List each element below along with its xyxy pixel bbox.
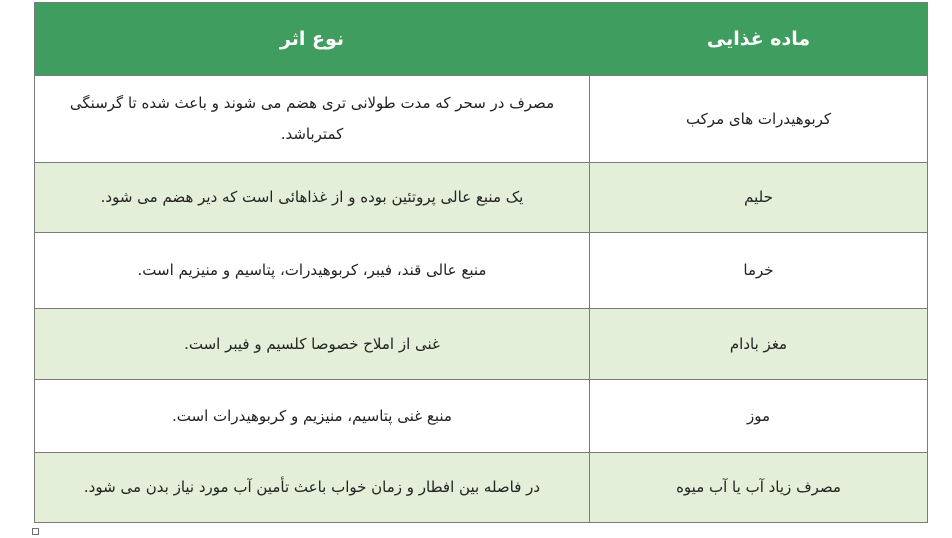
table-row <box>35 163 928 233</box>
table-header-row <box>35 3 928 76</box>
nutrition-table-container <box>34 2 927 523</box>
header-effect: نوع اثر <box>35 3 590 76</box>
nutrition-table <box>34 2 928 523</box>
cell-food: موز <box>590 380 928 453</box>
table-row <box>35 233 928 309</box>
cell-food: خرما <box>590 233 928 309</box>
cell-effect: یک منبع عالی پروتئین بوده و از غذاهائی است که دیر هضم می شود. <box>35 163 590 233</box>
cell-effect: منبع غنی پتاسیم، منیزیم و کربوهیدرات است. <box>35 380 590 453</box>
table-row <box>35 309 928 380</box>
cell-food: مصرف زیاد آب یا آب میوه <box>590 453 928 523</box>
cell-food: حلیم <box>590 163 928 233</box>
header-food: ماده غذایی <box>590 3 928 76</box>
cell-effect: مصرف در سحر که مدت طولانی تری هضم می شوند و باعث شده تا گرسنگی کمترباشد. <box>35 76 590 163</box>
table-row <box>35 76 928 163</box>
cell-effect: غنی از املاح خصوصا کلسیم و فیبر است. <box>35 309 590 380</box>
cell-food: مغز بادام <box>590 309 928 380</box>
object-anchor-handle[interactable] <box>32 528 39 535</box>
cell-effect: در فاصله بین افطار و زمان خواب باعث تأمین آب مورد نیاز بدن می شود. <box>35 453 590 523</box>
cell-effect: منبع عالی قند، فیبر، کربوهیدرات، پتاسیم و منیزیم است. <box>35 233 590 309</box>
cell-food: کربوهیدرات های مرکب <box>590 76 928 163</box>
table-row <box>35 380 928 453</box>
table-row <box>35 453 928 523</box>
